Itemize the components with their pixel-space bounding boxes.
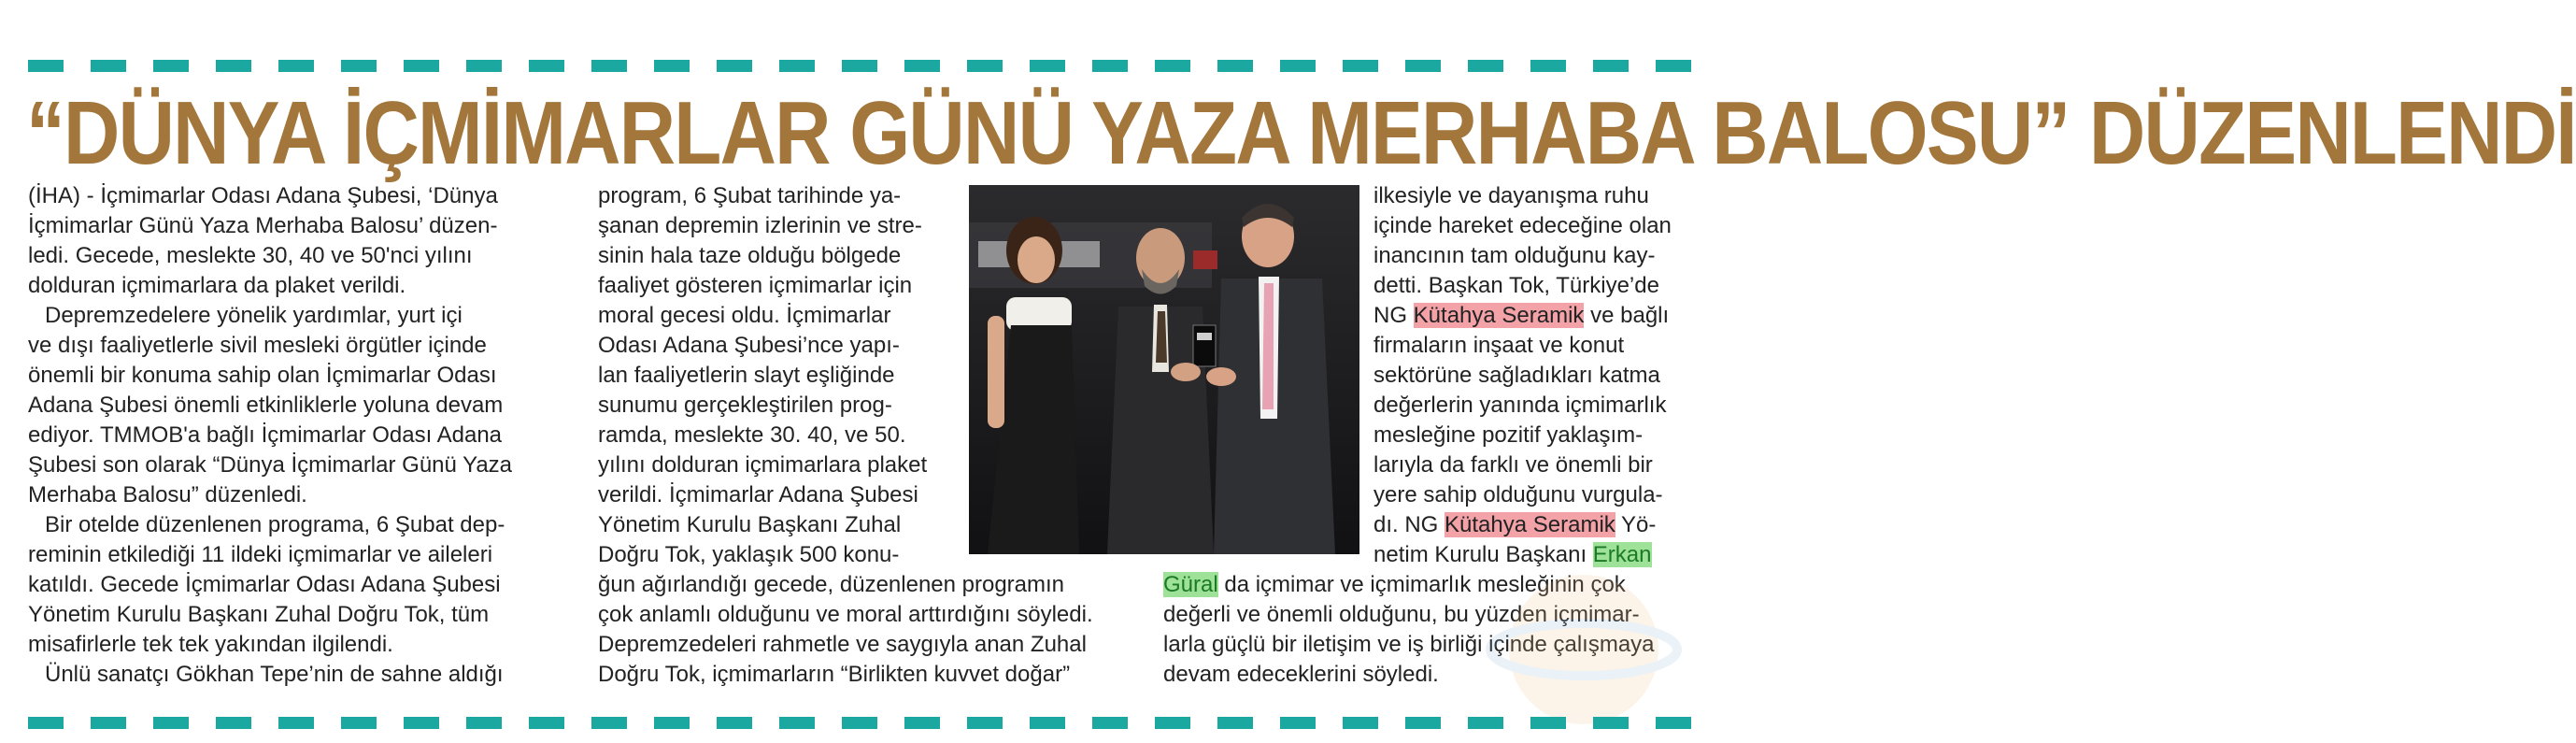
text-line: değerlerin yanında içmimarlık (1373, 393, 1667, 418)
text-line: değerli ve önemli olduğunu, bu yüzden içmimar- (1163, 602, 1640, 627)
text-segment: ve bağlı (1584, 303, 1670, 328)
text-line: Yönetim Kurulu Başkanı Zuhal (598, 512, 902, 537)
text-line: dolduran içmimarlara da plaket verildi. (28, 273, 406, 298)
text-line: larla güçlü bir iletişim ve iş birliği içinde çalışmaya (1163, 632, 1655, 657)
text-line: Doğru Tok, yaklaşık 500 konu- (598, 542, 900, 567)
text-line: firmaların inşaat ve konut (1373, 333, 1625, 358)
paragraph-2 (28, 301, 579, 510)
text-line: Merhaba Balosu” düzenledi. (28, 482, 307, 507)
text-line: devam edeceklerini söyledi. (1163, 662, 1439, 687)
text-line: reminin etkilediği 11 ildeki içmimarlar ve aileleri (28, 542, 493, 567)
text-line: Şubesi son olarak “Dünya İçmimarlar Günü Yaza (28, 452, 513, 478)
text-segment: netim Kurulu Başkanı (1373, 542, 1593, 567)
brand-highlight: Kütahya Seramik (1445, 512, 1615, 537)
headline: “DÜNYA İÇMİMARLAR GÜNÜ YAZA MERHABA BALOSU” DÜZENLENDİ (26, 83, 2576, 183)
text-line: Bir otelde düzenlenen programa, 6 Şubat dep- (45, 512, 505, 537)
text-line: faaliyet gösteren içmimarlar için (598, 273, 913, 298)
top-dashed-rule (28, 60, 1701, 72)
text-line: verildi. İçmimarlar Adana Şubesi (598, 482, 918, 507)
text-line: Doğru Tok, içmimarların “Birlikten kuvvet doğar” (598, 662, 1071, 687)
globe-watermark-icon (1486, 561, 1682, 738)
text-line: yılını dolduran içmimarlara plaket (598, 452, 928, 478)
text-line: ilkesiyle ve dayanışma ruhu (1373, 183, 1649, 208)
text-line: sinin hala taze olduğu bölgede (598, 243, 902, 268)
text-line: ve dışı faaliyetlerle sivil mesleki örgütler içinde (28, 333, 487, 358)
text-line: ramda, meslekte 30. 40, ve 50. (598, 422, 906, 448)
text-segment: NG (1373, 303, 1414, 328)
text-line: program, 6 Şubat tarihinde ya- (598, 183, 902, 208)
person-highlight: Güral (1163, 572, 1218, 597)
text-segment: da içmimar ve içmimarlık mesleğinin çok (1217, 572, 1626, 597)
text-line: Ünlü sanatçı Gökhan Tepe’nin de sahne aldığı (45, 662, 504, 687)
brand-highlight: Kütahya Seramik (1413, 303, 1585, 328)
text-segment: dı. NG (1373, 512, 1445, 537)
text-line: lan faaliyetlerin slayt eşliğinde (598, 363, 895, 388)
text-line: sektörüne sağladıkları katma (1373, 363, 1660, 388)
text-line: ğun ağırlandığı gecede, düzenlenen programın (598, 572, 1065, 597)
text-segment: Yö- (1615, 512, 1657, 537)
text-line: inancının tam olduğunu kay- (1373, 243, 1656, 268)
text-line: Odası Adana Şubesi’nce yapı- (598, 333, 900, 358)
text-line: Depremzedeleri rahmetle ve saygıyla anan Zuhal (598, 632, 1087, 657)
text-line: Adana Şubesi önemli etkinliklerle yoluna devam (28, 393, 504, 418)
text-line: larıyla da farklı ve önemli bir (1373, 452, 1653, 478)
paragraph-4 (28, 660, 579, 690)
text-line: çok anlamlı olduğunu ve moral arttırdığını söyledi. (598, 602, 1093, 627)
text-line: içinde hareket edeceğine olan (1373, 213, 1672, 238)
article-column-1 (28, 181, 579, 690)
text-line: Depremzedelere yönelik yardımlar, yurt içi (45, 303, 463, 328)
text-line: katıldı. Gecede İçmimarlar Odası Adana Şubesi (28, 572, 501, 597)
text-line: yere sahip olduğunu vurgula- (1373, 482, 1663, 507)
text-line (1163, 301, 1705, 331)
text-line (1163, 510, 1705, 540)
text-line: Yönetim Kurulu Başkanı Zuhal Doğru Tok, tüm (28, 602, 490, 627)
text-line: ledi. Gecede, meslekte 30, 40 ve 50'nci yılını (28, 243, 473, 268)
paragraph-3 (28, 510, 579, 660)
text-line: (İHA) - İçmimarlar Odası Adana Şubesi, ‘Dünya (28, 183, 498, 208)
text-line: misafirlerle tek tek yakından ilgilendi. (28, 632, 393, 657)
bottom-dashed-rule (28, 717, 1701, 729)
text-line: detti. Başkan Tok, Türkiye’de (1373, 273, 1659, 298)
person-highlight: Erkan (1592, 542, 1652, 567)
text-line: moral gecesi oldu. İçmimarlar (598, 303, 891, 328)
text-line: önemli bir konuma sahip olan İçmimarlar Odası (28, 363, 497, 388)
text-line: sunumu gerçekleştirilen prog- (598, 393, 892, 418)
text-line: ediyor. TMMOB'a bağlı İçmimarlar Odası Adana (28, 422, 503, 448)
text-line: şanan depremin izlerinin ve stre- (598, 213, 922, 238)
text-line: İçmimarlar Günü Yaza Merhaba Balosu’ düzen- (28, 213, 498, 238)
text-line: mesleğine pozitif yaklaşım- (1373, 422, 1644, 448)
paragraph-1 (28, 181, 579, 301)
